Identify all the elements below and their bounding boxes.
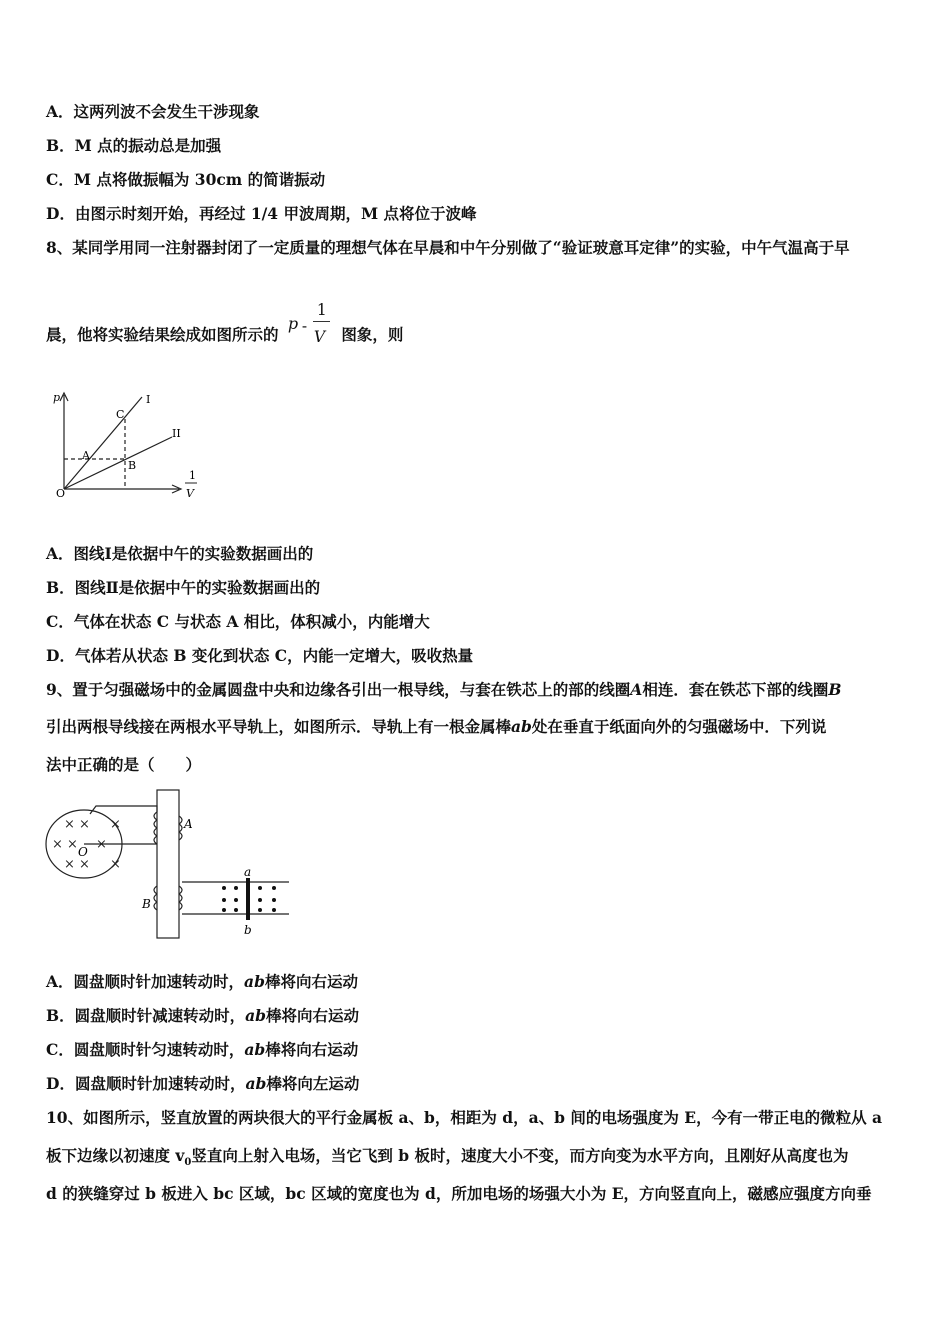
q10-stem-text: 板下边缘以初速度 v	[46, 1146, 185, 1165]
option-letter: C．	[46, 1040, 74, 1059]
q10-v0-subscript: 0	[184, 1157, 192, 1169]
q9-option-a	[46, 972, 358, 992]
q9-rod-ref: ab	[511, 717, 532, 736]
option-letter: D．	[46, 646, 75, 665]
point-a-label: A	[82, 449, 90, 462]
option-letter: C．	[46, 170, 74, 189]
formula-p: p	[287, 314, 299, 333]
option-letter: A．	[46, 544, 74, 563]
option-text: 由图示时刻开始，再经过 1/4 甲波周期，M 点将位于波峰	[74, 204, 477, 223]
option-letter: A．	[46, 102, 74, 121]
q9-circuit-figure	[44, 786, 294, 941]
option-letter: A．	[46, 972, 74, 991]
rod-top-label: a	[244, 865, 252, 879]
q9-option-c	[46, 1040, 358, 1060]
q8-option-c	[46, 612, 430, 632]
q9-option-b	[46, 1006, 359, 1026]
rod-bottom-label: b	[244, 923, 252, 937]
q9-stem-line2	[46, 717, 826, 737]
axis-x-den: V	[186, 487, 194, 500]
q9-stem-line3: 法中正确的是（ ）	[46, 755, 202, 774]
line-i-label: I	[146, 393, 151, 406]
q8-formula	[284, 301, 336, 346]
q8-pv-graph	[44, 385, 214, 510]
option-letter: D．	[46, 1074, 75, 1093]
option-text: 棒将向右运动	[265, 1040, 359, 1059]
option-text: 棒将向左运动	[266, 1074, 360, 1093]
line-ii-label: II	[172, 427, 181, 440]
formula-den: V	[313, 328, 326, 346]
option-letter: C．	[46, 612, 74, 631]
q9-coil-a-ref: A	[630, 680, 643, 699]
coil-a-label: A	[184, 817, 193, 831]
q7-option-a	[46, 102, 260, 122]
iron-core	[157, 790, 179, 938]
axis-y-label: p	[53, 391, 61, 404]
option-letter: B．	[46, 578, 75, 597]
svg-text:× ×: × ×	[64, 857, 90, 872]
line-ii	[64, 437, 172, 489]
option-text: 棒将向右运动	[264, 972, 358, 991]
option-rod-ref: ab	[244, 1040, 266, 1059]
formula-dash: -	[301, 317, 308, 335]
option-text: M 点的振动总是加强	[74, 136, 222, 155]
metal-rod-ab	[246, 878, 250, 920]
option-rod-ref: ab	[244, 972, 265, 991]
option-text: 圆盘顺时针匀速转动时，	[73, 1040, 245, 1059]
option-text: 气体若从状态 B 变化到状态 C，内能一定增大，吸收热量	[74, 646, 474, 665]
q9-option-d	[46, 1074, 359, 1094]
q8-stem-pre: 晨，他将实验结果绘成如图所示的	[46, 325, 279, 344]
option-text: 图线Ⅱ是依据中午的实验数据画出的	[74, 578, 321, 597]
disk-center-label: O	[78, 845, 88, 859]
q8-stem-post: 图象，则	[341, 325, 404, 344]
q10-stem-line2	[46, 1146, 849, 1173]
svg-text:× ×: × ×	[52, 837, 78, 852]
point-c-label: C	[116, 408, 125, 421]
coil-b-label: B	[142, 897, 151, 911]
option-text: 圆盘顺时针减速转动时，	[74, 1006, 246, 1025]
formula-bar	[313, 321, 330, 322]
option-letter: D．	[46, 204, 75, 223]
option-text: 图线Ⅰ是依据中午的实验数据画出的	[73, 544, 314, 563]
option-text: 圆盘顺时针加速转动时，	[74, 1074, 246, 1093]
option-letter: B．	[46, 1006, 75, 1025]
q9-stem-text: 处在垂直于纸面向外的匀强磁场中．下列说	[531, 717, 827, 736]
option-text: 圆盘顺时针加速转动时，	[73, 972, 245, 991]
svg-text:×: ×	[110, 817, 121, 832]
q8-option-b	[46, 578, 320, 598]
option-rod-ref: ab	[245, 1006, 267, 1025]
svg-text:×: ×	[110, 857, 121, 872]
option-text: 气体在状态 C 与状态 A 相比，体积减小，内能增大	[73, 612, 430, 631]
option-text: 这两列波不会发生干涉现象	[73, 102, 260, 121]
q9-coil-b-ref: B	[828, 680, 842, 699]
q7-option-b	[46, 136, 221, 156]
q9-stem-line1	[46, 680, 841, 700]
q10-stem-line3: d 的狭缝穿过 b 板进入 bc 区域，bc 区域的宽度也为 d，所加电场的场强大小为 E，方向竖直向上，磁感应强度方向垂	[46, 1184, 872, 1203]
line-i	[64, 397, 142, 489]
q8-option-a	[46, 544, 313, 564]
svg-text:×: ×	[96, 837, 107, 852]
origin-label: O	[56, 487, 66, 500]
q9-stem-text: 相连．套在铁芯下部的线圈	[642, 680, 829, 699]
axis-x-num: 1	[189, 469, 196, 482]
formula-num: 1	[316, 301, 327, 319]
svg-text:× ×: × ×	[64, 817, 90, 832]
q8-option-d	[46, 646, 473, 666]
q8-stem-line1: 8、某同学用同一注射器封闭了一定质量的理想气体在早晨和中午分别做了“验证玻意耳定律”的实验，中午气温高于早	[46, 238, 850, 257]
point-b-label: B	[128, 459, 137, 472]
option-text: 棒将向右运动	[266, 1006, 360, 1025]
q10-stem-line1: 10、如图所示，竖直放置的两块很大的平行金属板 a、b，相距为 d，a、b 间的电场强度为 E，今有一带正电的微粒从 a	[46, 1108, 883, 1127]
q7-option-d	[46, 204, 477, 224]
q9-stem-text: 9、置于匀强磁场中的金属圆盘中央和边缘各引出一根导线，与套在铁芯上的部的线圈	[46, 680, 631, 699]
option-text: M 点将做振幅为 30cm 的简谐振动	[73, 170, 326, 189]
q9-stem-text: 引出两根导线接在两根水平导轨上，如图所示．导轨上有一根金属棒	[46, 717, 512, 736]
option-rod-ref: ab	[245, 1074, 267, 1093]
option-letter: B．	[46, 136, 75, 155]
q10-stem-text: 竖直向上射入电场，当它飞到 b 板时，速度大小不变，而方向变为水平方向，且刚好从高度也为	[191, 1146, 849, 1165]
q7-option-c	[46, 170, 325, 190]
q8-stem-line2	[46, 301, 404, 346]
